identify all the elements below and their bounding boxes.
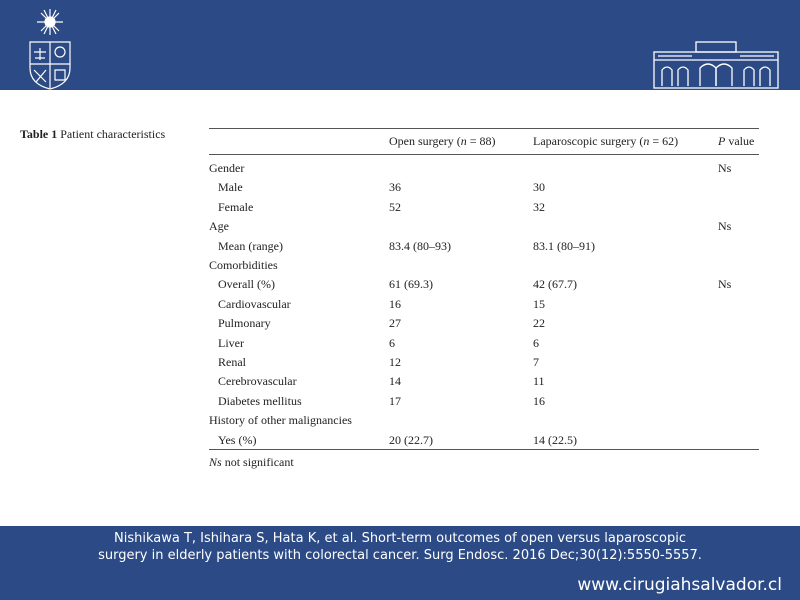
p-value: Ns: [718, 219, 732, 234]
p-value: Ns: [718, 161, 732, 175]
bottom-rule: [209, 449, 759, 450]
row-label: Pulmonary: [218, 316, 271, 331]
building-facade-icon: [652, 40, 780, 90]
header-laparoscopic-surgery: Laparoscopic surgery (n = 62): [533, 134, 679, 148]
row-label: Comorbidities: [209, 258, 278, 272]
laparoscopic-value: 83.1 (80–91): [533, 238, 595, 253]
header-rule: [209, 154, 759, 155]
table-number: Table 1: [20, 127, 58, 141]
row-label: Male: [218, 180, 243, 195]
open-surgery-value: 17: [389, 393, 401, 408]
row-label: Cerebrovascular: [218, 374, 297, 389]
footnote-abbrev: Ns: [209, 455, 222, 469]
citation: [0, 530, 800, 564]
open-surgery-value: 61 (69.3): [389, 277, 433, 292]
open-surgery-value: 14: [389, 374, 401, 389]
row-label: Cardiovascular: [218, 296, 291, 311]
table-caption: [20, 127, 165, 142]
open-surgery-value: 16: [389, 296, 401, 311]
laparoscopic-value: 7: [533, 355, 539, 369]
open-surgery-value: 52: [389, 199, 401, 214]
citation-line-1: Nishikawa T, Ishihara S, Hata K, et al. Short-term outcomes of open versus laparoscopic: [113, 531, 686, 546]
top-rule: [209, 128, 759, 129]
row-label: Gender: [209, 161, 245, 175]
open-surgery-value: 27: [389, 316, 401, 331]
table-title: Patient characteristics: [60, 127, 166, 141]
laparoscopic-value: 32: [533, 199, 545, 214]
table-area: [0, 90, 800, 483]
website-link[interactable]: www.cirugiahsalvador.cl: [577, 575, 782, 595]
row-label: Mean (range): [218, 238, 283, 253]
p-value: Ns: [718, 277, 732, 292]
laparoscopic-value: 42 (67.7): [533, 277, 577, 292]
header-banner: [0, 0, 800, 90]
laparoscopic-value: 15: [533, 296, 545, 311]
laparoscopic-value: 16: [533, 393, 545, 408]
row-label: Female: [218, 199, 254, 214]
header-p-value: P value: [718, 134, 755, 148]
open-surgery-value: 20 (22.7): [389, 432, 433, 447]
open-surgery-value: 36: [389, 180, 401, 195]
open-surgery-value: 83.4 (80–93): [389, 238, 451, 253]
row-label: Liver: [218, 335, 244, 350]
row-label: Renal: [218, 355, 246, 369]
open-surgery-value: 12: [389, 355, 401, 369]
university-crest-icon: [22, 8, 78, 90]
laparoscopic-value: 6: [533, 335, 539, 350]
table-footnote: [209, 455, 294, 470]
laparoscopic-value: 11: [533, 374, 545, 389]
row-label: Yes (%): [218, 432, 257, 447]
row-label: History of other malignancies: [209, 413, 352, 428]
laparoscopic-value: 14 (22.5): [533, 432, 577, 447]
laparoscopic-value: 22: [533, 316, 545, 331]
row-label: Diabetes mellitus: [218, 393, 302, 408]
laparoscopic-value: 30: [533, 180, 545, 195]
citation-line-2: surgery in elderly patients with colorectal cancer. Surg Endosc. 2016 Dec;30(12):5550-5557.: [98, 548, 702, 563]
row-label: Age: [209, 219, 229, 234]
footnote-text: not significant: [224, 455, 294, 469]
header-open-surgery: Open surgery (n = 88): [389, 134, 496, 148]
open-surgery-value: 6: [389, 335, 395, 350]
footer-banner: [0, 526, 800, 600]
row-label: Overall (%): [218, 277, 275, 292]
